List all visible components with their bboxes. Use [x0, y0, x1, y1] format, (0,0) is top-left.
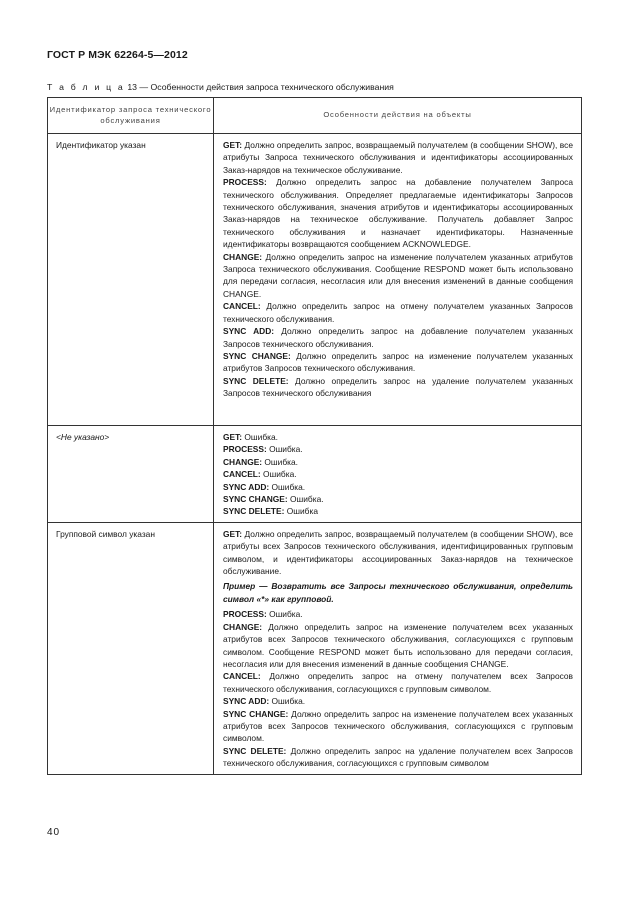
- table-caption: [47, 82, 394, 92]
- verb: SYNC DELETE:: [223, 506, 285, 517]
- verb: PROCESS:: [223, 609, 267, 620]
- verb-paragraph: [223, 456, 573, 468]
- verb: SYNC CHANGE:: [223, 494, 288, 505]
- verb-paragraph: [223, 251, 573, 301]
- row-content: [214, 426, 582, 523]
- verb: PROCESS:: [223, 444, 267, 455]
- verb-paragraph: [223, 176, 573, 250]
- verb: SYNC ADD:: [223, 696, 270, 707]
- verb-paragraph: [223, 431, 573, 443]
- caption-prefix: Т а б л и ц а: [47, 82, 125, 92]
- page-number: 40: [47, 827, 61, 838]
- verb: CHANGE:: [223, 251, 263, 262]
- row-label: <Не указано>: [48, 426, 214, 523]
- document-header: ГОСТ Р МЭК 62264-5—2012: [47, 49, 188, 61]
- verb-paragraph: [223, 493, 573, 505]
- verb-text: Должно определить запрос на удаление получателем всех Запросов технического обслуживания, согласующихся с групповым символом: [223, 745, 573, 769]
- verb-paragraph: [223, 325, 573, 350]
- verb: CANCEL:: [223, 671, 261, 682]
- verb-paragraph: [223, 670, 573, 695]
- table-header-row: [48, 98, 582, 134]
- verb-text: Должно определить запрос на отмену получателем указанных Запросов технического обслуживания.: [223, 301, 573, 324]
- verb: GET:: [223, 432, 243, 442]
- verb-text: Должно определить запрос на добавление получателем указанных Запросов технического обслуживания.: [223, 326, 573, 349]
- verb: CHANGE:: [223, 456, 263, 467]
- verb-paragraph: [223, 745, 573, 770]
- verb: PROCESS:: [223, 177, 267, 188]
- verb-paragraph: [223, 528, 573, 578]
- verb-paragraph: [223, 350, 573, 375]
- verb: SYNC CHANGE:: [223, 350, 291, 361]
- verb: SYNC ADD:: [223, 326, 275, 337]
- verb-text: Должно определить запрос на добавление получателем Запроса технического обслуживания. Определяет предлагаемые идентификаторы Запросов технического обслуживания, значения атрибутов и идентификаторы ассоциированных Заказ-нарядов на техническое обслуживание. Получатель добавляет Запрос технического обслуживания и назначает идентификаторы. Назначенные идентификаторы возвращаются сообщением ACKNOWLEDGE.: [223, 177, 573, 250]
- row-label: Групповой символ указан: [48, 522, 214, 774]
- row-label: Идентификатор указан: [48, 134, 214, 426]
- verb-paragraph: [223, 300, 573, 325]
- actions-table: [47, 97, 582, 775]
- verb-text: Должно определить запрос на отмену получателем всех Запросов технического обслуживания, согласующихся с групповым символом.: [223, 671, 573, 694]
- verb-text: Ошибка.: [260, 469, 297, 480]
- verb-text: Ошибка.: [287, 494, 324, 505]
- verb-text: Должно определить запрос на изменение получателем всех указанных атрибутов всех Запросов технического обслуживания, согласующихся с групповым символом. Сообщение RESPOND может быть использовано для передачи согласия, несогласия или для внесения изменений в данные сообщения CHANGE.: [223, 621, 573, 669]
- verb-text: Ошибка.: [266, 444, 303, 455]
- verb: SYNC DELETE:: [223, 745, 287, 756]
- verb-text: Ошибка: [284, 506, 318, 517]
- row-content: [214, 134, 582, 426]
- verb-text: Ошибка.: [269, 696, 306, 707]
- verb-text: Должно определить запрос на изменение получателем указанных атрибутов Запроса технического обслуживания. Сообщение RESPOND может быть использовано для передачи согласия, несогласия или для внесения изменений в данные сообщения CHANGE.: [223, 251, 573, 299]
- col1-header: Идентификатор запроса технического обслуживания: [48, 98, 214, 134]
- verb-paragraph: [223, 375, 573, 400]
- verb-text: Должно определить запрос, возвращаемый получателем (в сообщении SHOW), все атрибуты Запроса технического обслуживания и идентификаторы ассоциированных Заказ-нарядов на техническое обслуживание.: [223, 140, 573, 175]
- verb: CANCEL:: [223, 301, 261, 312]
- table-row: [48, 426, 582, 523]
- col2-header: Особенности действия на объекты: [214, 98, 582, 134]
- verb-text: Ошибка.: [242, 432, 278, 442]
- verb-text: Должно определить запрос на изменение получателем всех указанных атрибутов всех Запросов технического обслуживания, согласующихся с групповым символом.: [223, 708, 573, 744]
- verb: CHANGE:: [223, 621, 263, 632]
- table-row: [48, 134, 582, 426]
- verb-paragraph: [223, 708, 573, 745]
- verb-text: Ошибка.: [266, 609, 303, 620]
- verb-text: Ошибка.: [269, 481, 306, 492]
- row-content: [214, 522, 582, 774]
- verb: GET:: [223, 140, 243, 150]
- verb-paragraph: [223, 608, 573, 620]
- verb: SYNC DELETE:: [223, 375, 289, 386]
- caption-text: 13 — Особенности действия запроса технического обслуживания: [124, 82, 394, 92]
- verb: SYNC CHANGE:: [223, 708, 289, 719]
- verb-paragraph: [223, 139, 573, 176]
- verb-paragraph: [223, 505, 573, 517]
- verb-text: Должно определить запрос на изменение получателем указанных атрибутов Запросов технического обслуживания.: [223, 350, 573, 374]
- verb-paragraph: [223, 695, 573, 707]
- verb-text: Должно определить запрос на удаление получателем указанных Запросов технического обслуживания: [223, 375, 573, 399]
- verb-text: Ошибка.: [262, 456, 298, 467]
- verb-paragraph: [223, 481, 573, 493]
- example-note: Пример — Возвратить все Запросы технического обслуживания, определить символ «*» как групповой.: [223, 581, 573, 604]
- verb: GET:: [223, 528, 243, 539]
- verb-text: Должно определить запрос, возвращаемый получателем (в сообщении SHOW), все атрибуты всех Запросов технического обслуживания, идентифицированных групповым символом, и идентификаторы ассоциированных Заказ-нарядов на техническое обслуживание.: [223, 528, 573, 577]
- verb-paragraph: [223, 443, 573, 455]
- verb-paragraph: [223, 621, 573, 671]
- verb-paragraph: [223, 468, 573, 480]
- table-row: [48, 522, 582, 774]
- verb: SYNC ADD:: [223, 481, 270, 492]
- verb: CANCEL:: [223, 469, 261, 480]
